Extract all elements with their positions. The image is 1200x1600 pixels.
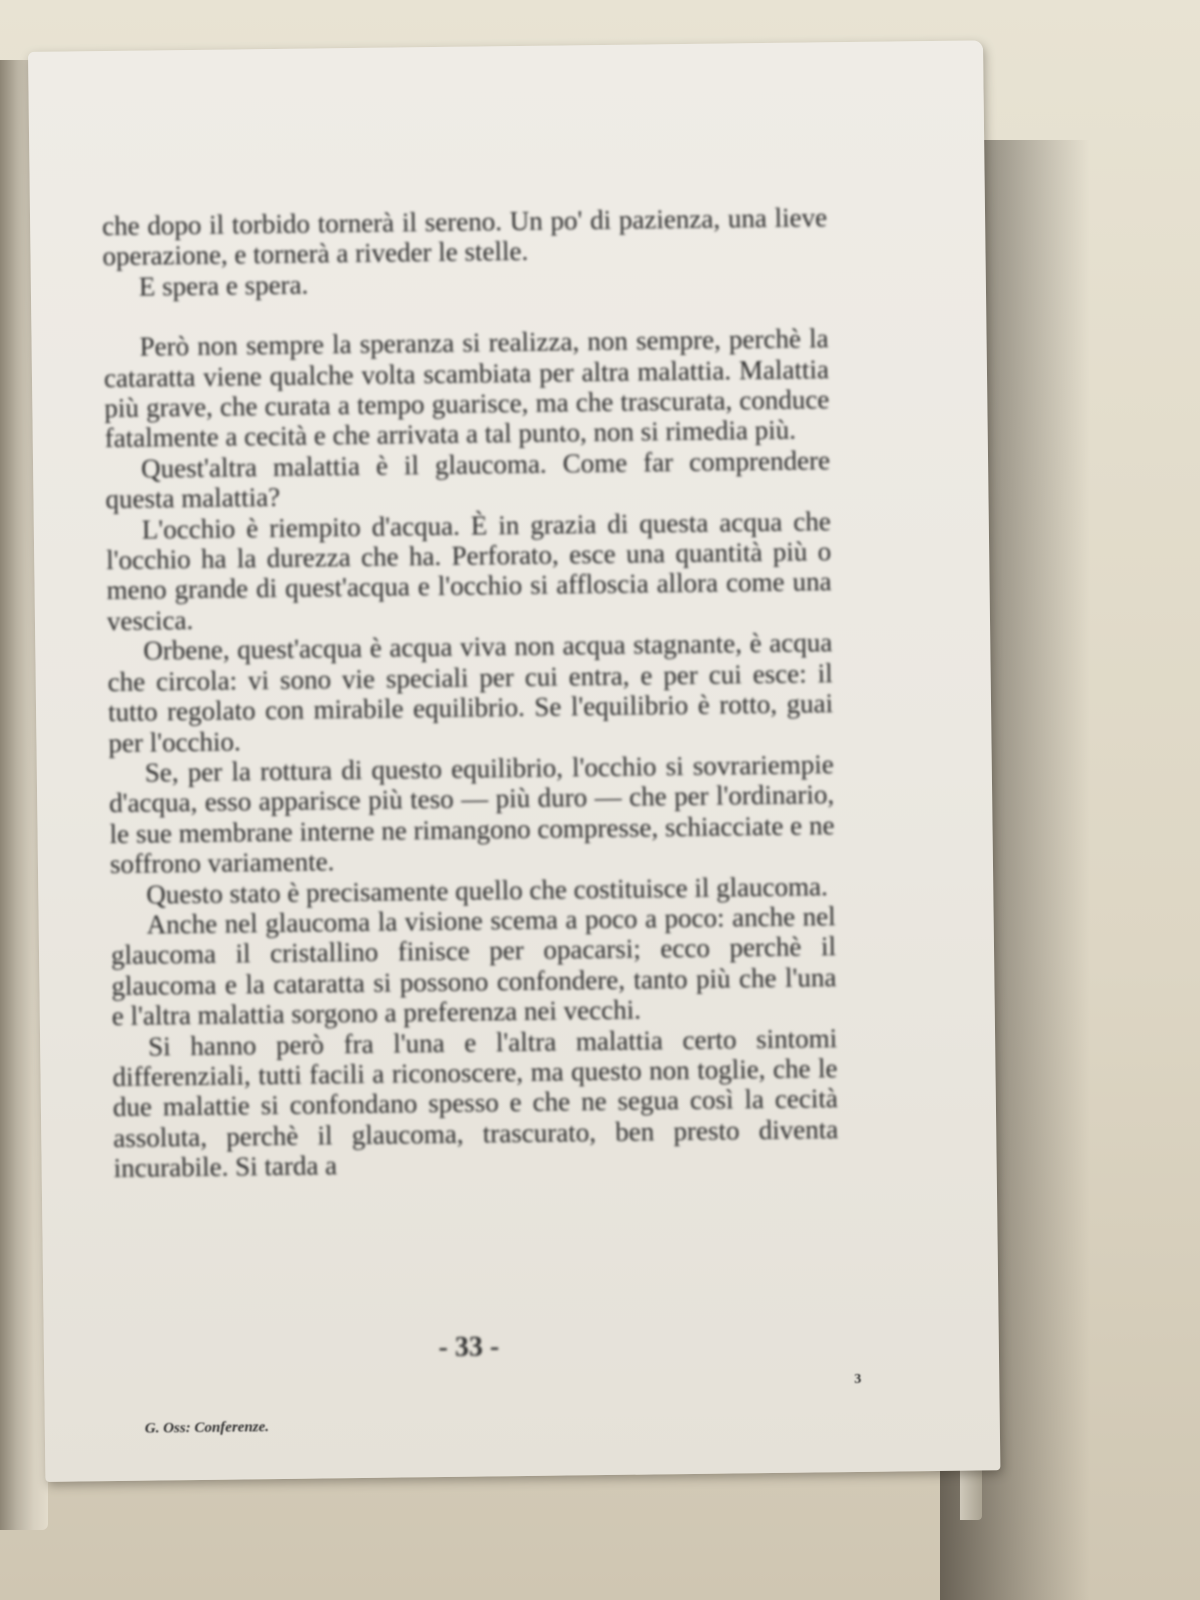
paragraph: E spera e spera. (138, 269, 309, 302)
paragraph: Quest'altra malattia è il glaucoma. Come far comprendere questa malattia? (105, 445, 831, 515)
paragraph: Si hanno però fra l'una e l'altra malattia certo sintomi differenziali, tutti facili a riconoscere, ma questo non toglie, che le due malattie si confondano spesso e che ne segua così la cecità assoluta, perchè il glaucoma, trascurato, ben presto diventa incurabile. Si tarda a (112, 1022, 839, 1184)
paragraph: Però non sempre la speranza si realizza, non sempre, perchè la cataratta viene qualche volta scambiata per altra malattia. Malattia più grave, che curata a tempo guarisce, ma che trascurata, conduce fatalmente a cecità e che arrivata a tal punto, non si rimedia più. (103, 323, 830, 454)
paragraph: L'occhio è riempito d'acqua. È in grazia di questa acqua che l'occhio ha la durezza che ha. Perforato, esce una quantità più o meno grande di quest'acqua e l'occhio si affloscia allora come una vescica. (106, 505, 832, 636)
book-page (28, 40, 1000, 1482)
signature-mark: 3 (854, 1371, 862, 1388)
page-number: - 33 - (438, 1331, 500, 1364)
running-footer: G. Oss: Conferenze. (144, 1419, 270, 1437)
paragraph: che dopo il torbido tornerà il sereno. Un po' di pazienza, una lieve operazione, e tornerà a riveder le stelle. (101, 202, 828, 272)
paragraph: Questo stato è precisamente quello che costituisce il glaucoma. (146, 870, 828, 910)
paragraph: Orbene, quest'acqua è acqua viva non acqua stagnante, è acqua che circola: vi sono vie speciali per cui entra, e per cui esce: il tutto regolato con mirabile equilibrio. Se l'equilibrio è rotto, guai per l'occhio. (107, 627, 834, 758)
body-text (102, 202, 839, 1183)
paragraph: Anche nel glaucoma la visione scema a poco a poco: anche nel glaucoma il cristallino finisce per opacarsi; ecco perchè il glaucoma e la cataratta si possono confondere, tanto più che l'una e l'altra malattia sorgono a preferenza nei vecchi. (110, 901, 837, 1032)
paragraph: Se, per la rottura di questo equilibrio, l'occhio si sovrariempie d'acqua, esso apparisce più teso — più duro — che per l'ordinario, le sue membrane interne ne rimangono compresse, schiacciate e ne soffrono variamente. (109, 749, 835, 880)
